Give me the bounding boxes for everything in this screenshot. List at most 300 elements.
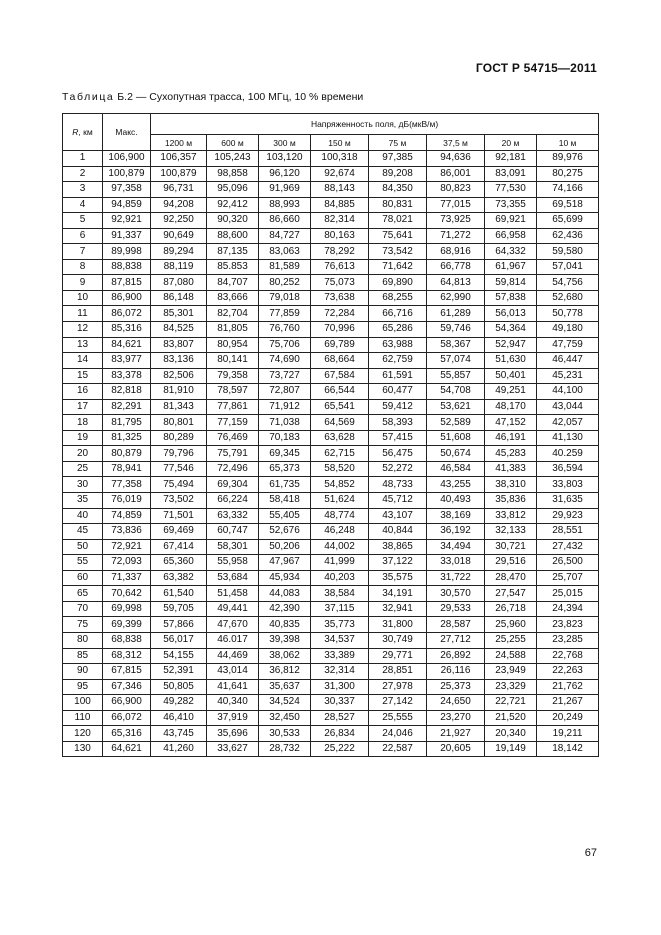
value-cell: 28,470: [485, 570, 537, 586]
value-cell: 83,136: [151, 353, 207, 369]
value-cell: 25,555: [369, 710, 427, 726]
value-cell: 80,879: [103, 446, 151, 462]
table-caption-label: Таблица: [62, 91, 115, 103]
value-cell: 58,520: [311, 461, 369, 477]
value-cell: 31,635: [537, 493, 599, 509]
distance-cell: 100: [63, 695, 103, 711]
col-header-height: 1200 м: [151, 135, 207, 151]
value-cell: 63,382: [151, 570, 207, 586]
distance-cell: 25: [63, 461, 103, 477]
value-cell: 80,252: [259, 275, 311, 291]
table-row: [63, 353, 599, 369]
value-cell: 24,394: [537, 601, 599, 617]
value-cell: 73,925: [427, 213, 485, 229]
value-cell: 89,976: [537, 151, 599, 167]
document-code: ГОСТ Р 54715—2011: [475, 61, 597, 75]
value-cell: 85.853: [207, 259, 259, 275]
distance-cell: 110: [63, 710, 103, 726]
value-cell: 20,249: [537, 710, 599, 726]
value-cell: 45,231: [537, 368, 599, 384]
value-cell: 66,224: [207, 493, 259, 509]
value-cell: 75,791: [207, 446, 259, 462]
table-row: [63, 197, 599, 213]
value-cell: 43,014: [207, 664, 259, 680]
table-row: [63, 166, 599, 182]
table-row: [63, 290, 599, 306]
value-cell: 51,608: [427, 430, 485, 446]
value-cell: 80,831: [369, 197, 427, 213]
value-cell: 84,727: [259, 228, 311, 244]
table-row: [63, 679, 599, 695]
value-cell: 49,282: [151, 695, 207, 711]
value-cell: 80,141: [207, 353, 259, 369]
distance-cell: 18: [63, 415, 103, 431]
value-cell: 62,715: [311, 446, 369, 462]
distance-cell: 50: [63, 539, 103, 555]
value-cell: 39,398: [259, 632, 311, 648]
table-row: [63, 337, 599, 353]
table-row: [63, 151, 599, 167]
value-cell: 27,547: [485, 586, 537, 602]
distance-cell: 19: [63, 430, 103, 446]
value-cell: 37,919: [207, 710, 259, 726]
value-cell: 59,412: [369, 399, 427, 415]
value-cell: 65,373: [259, 461, 311, 477]
table-row: [63, 228, 599, 244]
value-cell: 58,393: [369, 415, 427, 431]
value-cell: 40.259: [537, 446, 599, 462]
table-row: [63, 726, 599, 742]
value-cell: 74,690: [259, 353, 311, 369]
col-header-r: [63, 114, 103, 151]
value-cell: 29,516: [485, 555, 537, 571]
distance-cell: 85: [63, 648, 103, 664]
value-cell: 94,859: [103, 197, 151, 213]
r-unit: , км: [78, 127, 93, 137]
value-cell: 46,248: [311, 524, 369, 540]
value-cell: 86,660: [259, 213, 311, 229]
value-cell: 90,649: [151, 228, 207, 244]
value-cell: 76,760: [259, 322, 311, 338]
value-cell: 76,019: [103, 493, 151, 509]
value-cell: 77,358: [103, 477, 151, 493]
value-cell: 29,533: [427, 601, 485, 617]
value-cell: 73,355: [485, 197, 537, 213]
table-row: [63, 601, 599, 617]
value-cell: 91,337: [103, 228, 151, 244]
value-cell: 67,584: [311, 368, 369, 384]
value-cell: 21,927: [427, 726, 485, 742]
value-cell: 75,494: [151, 477, 207, 493]
value-cell: 61,591: [369, 368, 427, 384]
table-caption-text: Б.2 — Сухопутная трасса, 100 МГц, 10 % времени: [114, 91, 364, 103]
value-cell: 34,537: [311, 632, 369, 648]
value-cell: 86,001: [427, 166, 485, 182]
value-cell: 48,733: [369, 477, 427, 493]
value-cell: 60,747: [207, 524, 259, 540]
value-cell: 79,018: [259, 290, 311, 306]
table-row: [63, 275, 599, 291]
value-cell: 79,796: [151, 446, 207, 462]
value-cell: 92,181: [485, 151, 537, 167]
table-row: [63, 322, 599, 338]
value-cell: 31,722: [427, 570, 485, 586]
value-cell: 31,800: [369, 617, 427, 633]
value-cell: 47,759: [537, 337, 599, 353]
distance-cell: 65: [63, 586, 103, 602]
value-cell: 34,524: [259, 695, 311, 711]
value-cell: 30,749: [369, 632, 427, 648]
table-body: [63, 151, 599, 757]
table-row: [63, 430, 599, 446]
value-cell: 76,469: [207, 430, 259, 446]
value-cell: 38,169: [427, 508, 485, 524]
table-row: [63, 477, 599, 493]
value-cell: 100,879: [103, 166, 151, 182]
value-cell: 87,080: [151, 275, 207, 291]
value-cell: 69,998: [103, 601, 151, 617]
value-cell: 63,628: [311, 430, 369, 446]
r-symbol: R: [72, 127, 79, 137]
value-cell: 77,861: [207, 399, 259, 415]
value-cell: 81,795: [103, 415, 151, 431]
value-cell: 48,774: [311, 508, 369, 524]
value-cell: 68,312: [103, 648, 151, 664]
value-cell: 75,073: [311, 275, 369, 291]
value-cell: 81,805: [207, 322, 259, 338]
value-cell: 64,569: [311, 415, 369, 431]
value-cell: 77,859: [259, 306, 311, 322]
table-row: [63, 399, 599, 415]
value-cell: 35,575: [369, 570, 427, 586]
value-cell: 73,836: [103, 524, 151, 540]
page-number: 67: [584, 847, 597, 859]
value-cell: 100,879: [151, 166, 207, 182]
value-cell: 35,696: [207, 726, 259, 742]
value-cell: 54,364: [485, 322, 537, 338]
header-row: [63, 114, 599, 135]
value-cell: 33,627: [207, 741, 259, 757]
value-cell: 48,170: [485, 399, 537, 415]
value-cell: 44,100: [537, 384, 599, 400]
distance-cell: 8: [63, 259, 103, 275]
value-cell: 64,332: [485, 244, 537, 260]
value-cell: 63,988: [369, 337, 427, 353]
value-cell: 96,731: [151, 182, 207, 198]
value-cell: 83,063: [259, 244, 311, 260]
value-cell: 65,699: [537, 213, 599, 229]
value-cell: 22,721: [485, 695, 537, 711]
distance-cell: 60: [63, 570, 103, 586]
value-cell: 97,385: [369, 151, 427, 167]
value-cell: 50,674: [427, 446, 485, 462]
value-cell: 69,789: [311, 337, 369, 353]
value-cell: 54,756: [537, 275, 599, 291]
value-cell: 66,544: [311, 384, 369, 400]
distance-cell: 2: [63, 166, 103, 182]
value-cell: 32,314: [311, 664, 369, 680]
value-cell: 32,941: [369, 601, 427, 617]
value-cell: 45,712: [369, 493, 427, 509]
value-cell: 21,267: [537, 695, 599, 711]
value-cell: 25,222: [311, 741, 369, 757]
value-cell: 56,017: [151, 632, 207, 648]
value-cell: 47,967: [259, 555, 311, 571]
value-cell: 28,851: [369, 664, 427, 680]
table-row: [63, 524, 599, 540]
value-cell: 80,289: [151, 430, 207, 446]
distance-cell: 9: [63, 275, 103, 291]
value-cell: 47,152: [485, 415, 537, 431]
value-cell: 30,337: [311, 695, 369, 711]
value-cell: 91,969: [259, 182, 311, 198]
value-cell: 41,130: [537, 430, 599, 446]
value-cell: 38,865: [369, 539, 427, 555]
value-cell: 50,805: [151, 679, 207, 695]
value-cell: 28,527: [311, 710, 369, 726]
value-cell: 83,378: [103, 368, 151, 384]
value-cell: 31,300: [311, 679, 369, 695]
value-cell: 65,316: [103, 726, 151, 742]
value-cell: 62,990: [427, 290, 485, 306]
value-cell: 41,641: [207, 679, 259, 695]
value-cell: 50,401: [485, 368, 537, 384]
value-cell: 23,285: [537, 632, 599, 648]
value-cell: 83,807: [151, 337, 207, 353]
value-cell: 21,520: [485, 710, 537, 726]
value-cell: 82,704: [207, 306, 259, 322]
value-cell: 84,350: [369, 182, 427, 198]
value-cell: 75,641: [369, 228, 427, 244]
value-cell: 30,533: [259, 726, 311, 742]
value-cell: 51,624: [311, 493, 369, 509]
table-row: [63, 539, 599, 555]
value-cell: 46.017: [207, 632, 259, 648]
value-cell: 80,163: [311, 228, 369, 244]
value-cell: 44,469: [207, 648, 259, 664]
value-cell: 90,320: [207, 213, 259, 229]
distance-cell: 70: [63, 601, 103, 617]
value-cell: 82,314: [311, 213, 369, 229]
value-cell: 57,866: [151, 617, 207, 633]
value-cell: 73,542: [369, 244, 427, 260]
col-header-group: Напряженность поля, дБ(мкВ/м): [151, 114, 599, 135]
value-cell: 34,494: [427, 539, 485, 555]
distance-cell: 6: [63, 228, 103, 244]
value-cell: 25,255: [485, 632, 537, 648]
value-cell: 77,015: [427, 197, 485, 213]
value-cell: 73,727: [259, 368, 311, 384]
value-cell: 66,716: [369, 306, 427, 322]
value-cell: 59,705: [151, 601, 207, 617]
value-cell: 55,405: [259, 508, 311, 524]
value-cell: 73,502: [151, 493, 207, 509]
value-cell: 78,021: [369, 213, 427, 229]
table-row: [63, 586, 599, 602]
value-cell: 60,477: [369, 384, 427, 400]
value-cell: 25,707: [537, 570, 599, 586]
value-cell: 23,329: [485, 679, 537, 695]
value-cell: 85,316: [103, 322, 151, 338]
col-header-height: 75 м: [369, 135, 427, 151]
value-cell: 64,621: [103, 741, 151, 757]
value-cell: 42,057: [537, 415, 599, 431]
value-cell: 70,642: [103, 586, 151, 602]
value-cell: 88,838: [103, 259, 151, 275]
value-cell: 40,203: [311, 570, 369, 586]
value-cell: 67,414: [151, 539, 207, 555]
table-row: [63, 570, 599, 586]
value-cell: 72,807: [259, 384, 311, 400]
value-cell: 28,732: [259, 741, 311, 757]
value-cell: 71,912: [259, 399, 311, 415]
value-cell: 70,183: [259, 430, 311, 446]
value-cell: 74,166: [537, 182, 599, 198]
value-cell: 46,410: [151, 710, 207, 726]
value-cell: 69,469: [151, 524, 207, 540]
distance-cell: 10: [63, 290, 103, 306]
value-cell: 106,900: [103, 151, 151, 167]
table-row: [63, 617, 599, 633]
value-cell: 97,358: [103, 182, 151, 198]
distance-cell: 30: [63, 477, 103, 493]
table-row: [63, 306, 599, 322]
value-cell: 27,978: [369, 679, 427, 695]
value-cell: 57,074: [427, 353, 485, 369]
value-cell: 62,436: [537, 228, 599, 244]
value-cell: 28,551: [537, 524, 599, 540]
value-cell: 100,318: [311, 151, 369, 167]
table-row: [63, 182, 599, 198]
col-header-max: Макс.: [103, 114, 151, 151]
value-cell: 19,149: [485, 741, 537, 757]
value-cell: 41,383: [485, 461, 537, 477]
value-cell: 27,712: [427, 632, 485, 648]
value-cell: 23,949: [485, 664, 537, 680]
value-cell: 72,284: [311, 306, 369, 322]
value-cell: 51,630: [485, 353, 537, 369]
value-cell: 78,941: [103, 461, 151, 477]
value-cell: 29,923: [537, 508, 599, 524]
value-cell: 52,676: [259, 524, 311, 540]
value-cell: 33,018: [427, 555, 485, 571]
value-cell: 61,735: [259, 477, 311, 493]
col-header-height: 37,5 м: [427, 135, 485, 151]
value-cell: 26,834: [311, 726, 369, 742]
value-cell: 33,812: [485, 508, 537, 524]
value-cell: 55,857: [427, 368, 485, 384]
value-cell: 84,885: [311, 197, 369, 213]
value-cell: 81,343: [151, 399, 207, 415]
value-cell: 84,707: [207, 275, 259, 291]
value-cell: 32,133: [485, 524, 537, 540]
value-cell: 65,541: [311, 399, 369, 415]
value-cell: 69,345: [259, 446, 311, 462]
distance-cell: 13: [63, 337, 103, 353]
value-cell: 26,500: [537, 555, 599, 571]
value-cell: 20,605: [427, 741, 485, 757]
value-cell: 82,506: [151, 368, 207, 384]
value-cell: 56,013: [485, 306, 537, 322]
value-cell: 70,996: [311, 322, 369, 338]
value-cell: 83,977: [103, 353, 151, 369]
value-cell: 45,283: [485, 446, 537, 462]
value-cell: 41,260: [151, 741, 207, 757]
value-cell: 54,155: [151, 648, 207, 664]
value-cell: 27,432: [537, 539, 599, 555]
value-cell: 92,674: [311, 166, 369, 182]
value-cell: 22,263: [537, 664, 599, 680]
value-cell: 28,587: [427, 617, 485, 633]
distance-cell: 35: [63, 493, 103, 509]
value-cell: 71,642: [369, 259, 427, 275]
value-cell: 18,142: [537, 741, 599, 757]
value-cell: 87,815: [103, 275, 151, 291]
value-cell: 68,916: [427, 244, 485, 260]
value-cell: 23,823: [537, 617, 599, 633]
value-cell: 67,346: [103, 679, 151, 695]
table-row: [63, 415, 599, 431]
value-cell: 58,367: [427, 337, 485, 353]
value-cell: 89,998: [103, 244, 151, 260]
distance-cell: 12: [63, 322, 103, 338]
value-cell: 85,301: [151, 306, 207, 322]
table-row: [63, 446, 599, 462]
value-cell: 68,838: [103, 632, 151, 648]
value-cell: 22,768: [537, 648, 599, 664]
table-row: [63, 741, 599, 757]
value-cell: 24,650: [427, 695, 485, 711]
table-row: [63, 461, 599, 477]
value-cell: 52,680: [537, 290, 599, 306]
table-row: [63, 664, 599, 680]
value-cell: 75,706: [259, 337, 311, 353]
table-row: [63, 710, 599, 726]
value-cell: 42,390: [259, 601, 311, 617]
col-header-height: 20 м: [485, 135, 537, 151]
value-cell: 19,211: [537, 726, 599, 742]
field-strength-table: [62, 113, 599, 757]
table-row: [63, 648, 599, 664]
distance-cell: 40: [63, 508, 103, 524]
value-cell: 86,072: [103, 306, 151, 322]
value-cell: 95,096: [207, 182, 259, 198]
table-row: [63, 493, 599, 509]
value-cell: 44,083: [259, 586, 311, 602]
value-cell: 86,148: [151, 290, 207, 306]
value-cell: 76,613: [311, 259, 369, 275]
value-cell: 36,812: [259, 664, 311, 680]
value-cell: 50,206: [259, 539, 311, 555]
value-cell: 51,458: [207, 586, 259, 602]
value-cell: 49,180: [537, 322, 599, 338]
value-cell: 92,921: [103, 213, 151, 229]
value-cell: 43,044: [537, 399, 599, 415]
value-cell: 52,272: [369, 461, 427, 477]
value-cell: 43,107: [369, 508, 427, 524]
value-cell: 46,584: [427, 461, 485, 477]
distance-cell: 45: [63, 524, 103, 540]
value-cell: 40,493: [427, 493, 485, 509]
value-cell: 69,921: [485, 213, 537, 229]
value-cell: 66,900: [103, 695, 151, 711]
value-cell: 59,746: [427, 322, 485, 338]
value-cell: 69,518: [537, 197, 599, 213]
value-cell: 25,015: [537, 586, 599, 602]
value-cell: 74,859: [103, 508, 151, 524]
distance-cell: 20: [63, 446, 103, 462]
table-row: [63, 368, 599, 384]
